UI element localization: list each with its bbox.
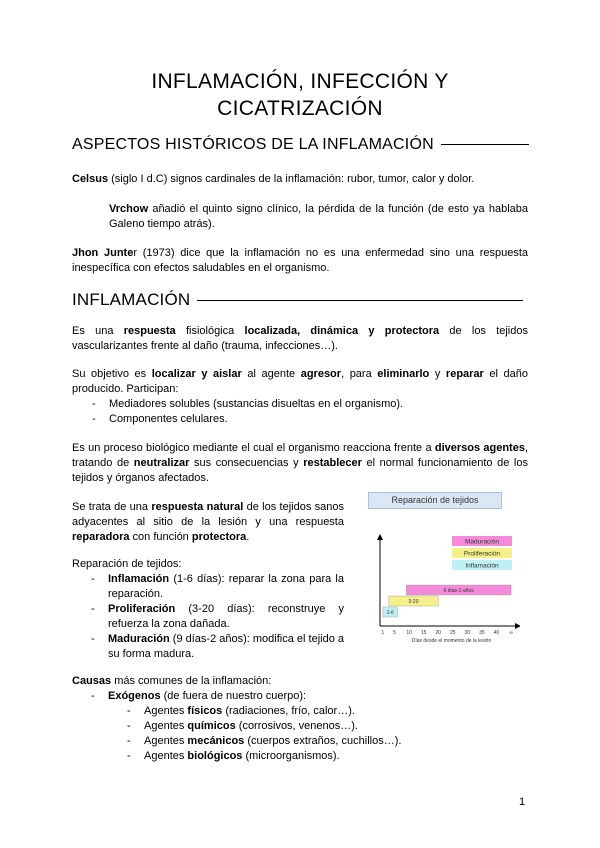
x-axis-label: Días desde el momento de la lesión — [411, 638, 492, 644]
natural-response-paragraph: Se trata de una respuesta natural de los tejidos sanos adyacentes al sitio de la lesión y una respuesta reparadora con función protectora. — [72, 501, 345, 543]
participants-list — [92, 397, 528, 427]
exogenous-item — [91, 689, 528, 704]
hunter-name: Jhon Junte — [72, 247, 134, 259]
objective-paragraph: Su objetivo es localizar y aislar al agente agresor, para eliminarlo y reparar el daño producido. Participan: — [72, 368, 529, 395]
x-tick-label: ∞ — [509, 630, 513, 636]
list-item: - Agentes químicos (corrosivos, venenos…). — [127, 720, 358, 732]
list-item: - Maduración (9 días-2 años): modifica el tejido a su forma madura. — [91, 633, 344, 660]
hunter-paragraph — [72, 246, 528, 276]
section-heading-text: ASPECTOS HISTÓRICOS DE LA INFLAMACIÓN — [72, 136, 434, 153]
legend-label: Proliferación — [463, 550, 501, 558]
title-line-2: CICATRIZACIÓN — [217, 97, 383, 120]
section-heading-inflamacion — [72, 290, 523, 310]
list-item: - Agentes biológicos (microorganismos). — [127, 750, 340, 762]
y-axis-arrow — [377, 534, 383, 540]
x-tick-label: 5 — [393, 630, 396, 636]
x-tick-label: 1 — [381, 630, 385, 636]
chart-title: Reparación de tejidos — [368, 492, 502, 509]
celsus-paragraph — [72, 172, 528, 187]
repair-list — [91, 572, 344, 662]
list-item: - Agentes físicos (radiaciones, frío, calor…). — [127, 705, 355, 717]
list-item: - Agentes mecánicos (cuerpos extraños, cuchillos…). — [127, 735, 402, 747]
bar-label: 3-20 — [408, 599, 419, 605]
celsus-text: (siglo I d.C) signos cardinales de la inflamación: rubor, tumor, calor y dolor. — [108, 173, 475, 185]
x-tick-label: 10 — [406, 630, 412, 636]
heading-rule — [197, 300, 523, 301]
celsus-name: Celsus — [72, 173, 109, 185]
x-tick-label: 40 — [493, 630, 500, 636]
virchow-text: añadió el quinto signo clínico, la pérdida de la función (de esto ya hablaba Galeno tiempo atrás). — [109, 203, 528, 230]
x-tick-label: 25 — [449, 630, 456, 636]
definition-paragraph: Es una respuesta fisiológica localizada, dinámica y protectora de los tejidos vascularizantes frente al daño (trauma, infecciones…). — [72, 325, 528, 352]
list-item: - Proliferación (3-20 días): reconstruye y refuerza la zona dañada. — [91, 603, 344, 630]
x-axis-arrow — [515, 623, 520, 629]
x-tick-label: 30 — [464, 630, 471, 636]
causes-paragraph: Causas más comunes de la inflamación: — [72, 675, 272, 687]
title-line-1: INFLAMACIÓN, INFECCIÓN Y — [151, 70, 449, 93]
legend-label: Maduración — [465, 538, 499, 546]
x-tick-label: 15 — [420, 630, 427, 636]
section-heading-historicos — [72, 136, 529, 154]
process-paragraph: Es un proceso biológico mediante el cual el organismo reacciona frente a diversos agentes, tratando de neutralizar sus consecuencias y restablecer el normal funcionamiento de los tejidos y órganos afectados. — [72, 442, 529, 484]
list-item: - Inflamación (1-6 días): reparar la zona para la reparación. — [91, 573, 344, 600]
x-tick-label: 35 — [479, 630, 485, 636]
page-title — [0, 68, 600, 122]
list-item: - Componentes celulares. — [92, 413, 228, 425]
agents-list — [127, 704, 528, 764]
virchow-paragraph — [109, 202, 528, 232]
bar-label: 1-6 — [386, 610, 394, 616]
page-number: 1 — [519, 796, 526, 808]
bar-label: 9 días-2 años — [443, 588, 474, 594]
list-item: - Exógenos (de fuera de nuestro cuerpo): — [91, 690, 307, 702]
virchow-name: Vrchow — [109, 203, 149, 215]
heading-rule — [441, 144, 529, 145]
legend-label: Inflamación — [465, 562, 499, 570]
x-tick-label: 20 — [435, 630, 442, 636]
section-heading-text: INFLAMACIÓN — [72, 290, 191, 309]
list-item: - Mediadores solubles (sustancias disueltas en el organismo). — [92, 398, 404, 410]
hunter-text: r (1973) dice que la inflamación no es una enfermedad sino una respuesta inespecífica con efectos saludables en el organismo. — [72, 247, 528, 274]
repair-intro: Reparación de tejidos: — [72, 558, 182, 570]
repair-chart — [370, 528, 520, 650]
